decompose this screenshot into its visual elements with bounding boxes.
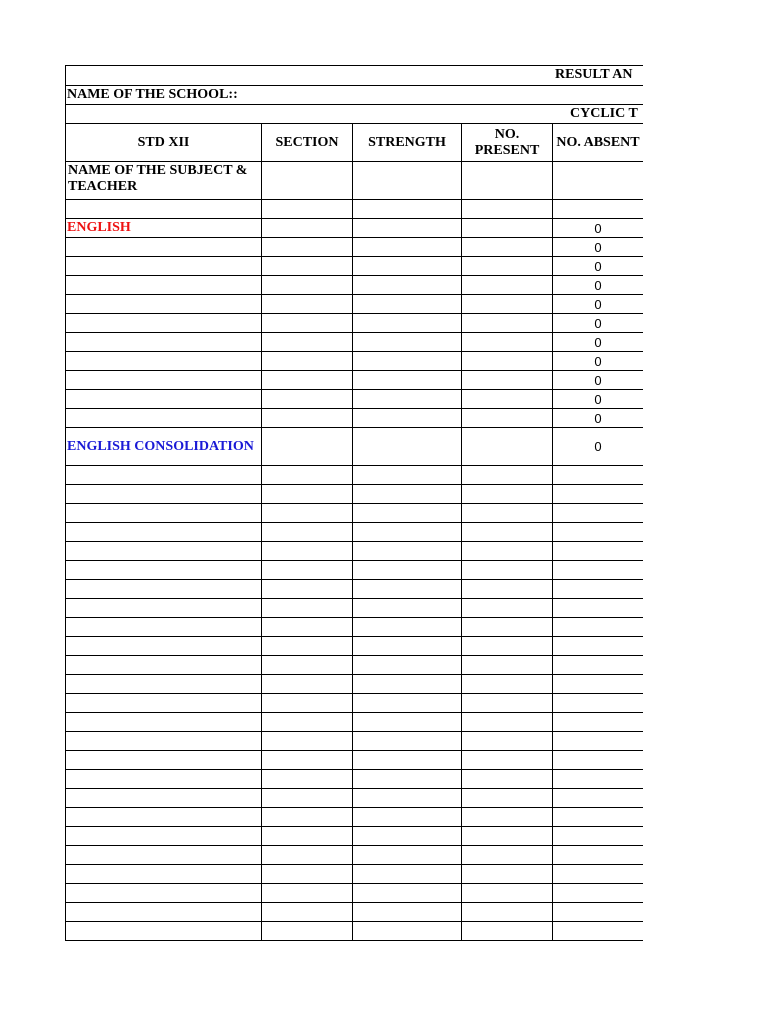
cell[interactable] xyxy=(353,827,462,845)
cell[interactable] xyxy=(462,561,553,579)
cell[interactable] xyxy=(353,200,462,218)
cell[interactable] xyxy=(262,162,353,199)
cell[interactable] xyxy=(262,694,353,712)
cell[interactable] xyxy=(262,523,353,541)
cell[interactable] xyxy=(553,865,643,883)
cell[interactable] xyxy=(262,599,353,617)
table-row xyxy=(65,712,643,731)
cell[interactable] xyxy=(462,827,553,845)
cell[interactable] xyxy=(262,580,353,598)
cell[interactable] xyxy=(66,504,262,522)
cell[interactable] xyxy=(353,276,462,294)
table-row xyxy=(65,617,643,636)
cell[interactable] xyxy=(262,808,353,826)
cell[interactable] xyxy=(66,675,262,693)
table-row xyxy=(65,788,643,807)
subject-teacher-row xyxy=(65,161,643,199)
table-row xyxy=(65,693,643,712)
table-row xyxy=(65,465,643,484)
cell[interactable] xyxy=(553,884,643,902)
header-no-absent: NO. ABSENT xyxy=(556,134,640,150)
english-consolidation-row xyxy=(65,427,643,465)
cell[interactable] xyxy=(553,637,643,655)
cell[interactable] xyxy=(66,713,262,731)
table-row xyxy=(65,313,643,332)
cell[interactable] xyxy=(553,922,643,940)
cell[interactable] xyxy=(66,390,262,408)
cell[interactable] xyxy=(353,618,462,636)
cell[interactable] xyxy=(462,618,553,636)
cell[interactable] xyxy=(553,846,643,864)
cell[interactable] xyxy=(462,409,553,427)
cell[interactable] xyxy=(262,618,353,636)
cell[interactable] xyxy=(262,865,353,883)
cell[interactable] xyxy=(262,314,353,332)
cell[interactable] xyxy=(553,200,643,218)
cell[interactable] xyxy=(353,846,462,864)
cell[interactable] xyxy=(66,466,262,484)
table-row xyxy=(65,902,643,921)
school-name-label: NAME OF THE SCHOOL:: xyxy=(67,87,238,102)
cell[interactable] xyxy=(353,884,462,902)
cell[interactable] xyxy=(66,238,262,256)
cell[interactable] xyxy=(262,257,353,275)
table-row xyxy=(65,883,643,902)
cell[interactable] xyxy=(462,789,553,807)
table-row xyxy=(65,921,643,941)
cell[interactable] xyxy=(553,162,643,199)
cell[interactable] xyxy=(66,295,262,313)
cell[interactable] xyxy=(553,751,643,769)
cell[interactable] xyxy=(262,789,353,807)
cell[interactable] xyxy=(462,732,553,750)
absent-count[interactable]: 0 xyxy=(594,439,602,454)
cell[interactable] xyxy=(553,523,643,541)
cell[interactable] xyxy=(353,713,462,731)
cell[interactable] xyxy=(353,466,462,484)
cell[interactable] xyxy=(353,390,462,408)
cell[interactable] xyxy=(262,732,353,750)
table-row xyxy=(65,826,643,845)
table-row xyxy=(65,218,643,237)
cell[interactable] xyxy=(462,466,553,484)
cell[interactable] xyxy=(553,656,643,674)
subject-teacher-label: NAME OF THE SUBJECT & TEACHER xyxy=(66,162,262,199)
cell[interactable] xyxy=(262,884,353,902)
cell[interactable] xyxy=(462,333,553,351)
cell[interactable] xyxy=(553,485,643,503)
exam-title: CYCLIC T xyxy=(570,106,638,121)
cell[interactable] xyxy=(66,618,262,636)
cell[interactable] xyxy=(353,485,462,503)
absent-count[interactable]: 0 xyxy=(594,334,602,350)
cell[interactable] xyxy=(553,827,643,845)
cell[interactable] xyxy=(353,808,462,826)
cell[interactable] xyxy=(66,276,262,294)
cell[interactable] xyxy=(462,219,553,237)
cell[interactable] xyxy=(462,428,553,465)
cell[interactable] xyxy=(66,865,262,883)
table-row xyxy=(65,655,643,674)
cell[interactable] xyxy=(66,789,262,807)
cell[interactable] xyxy=(462,523,553,541)
cell[interactable] xyxy=(262,352,353,370)
cell[interactable] xyxy=(353,732,462,750)
column-header-row xyxy=(65,123,643,161)
sheet-title: RESULT AN xyxy=(555,67,633,82)
header-no-present: NO. PRESENT xyxy=(462,124,553,161)
cell[interactable] xyxy=(353,333,462,351)
cell[interactable] xyxy=(353,428,462,465)
table-row xyxy=(65,389,643,408)
cell[interactable] xyxy=(553,694,643,712)
cell[interactable] xyxy=(462,542,553,560)
cell[interactable] xyxy=(462,865,553,883)
cell[interactable] xyxy=(353,409,462,427)
cell[interactable] xyxy=(462,713,553,731)
cell[interactable] xyxy=(353,542,462,560)
cell[interactable] xyxy=(353,352,462,370)
cell[interactable] xyxy=(262,238,353,256)
cell[interactable] xyxy=(66,884,262,902)
absent-count[interactable]: 0 xyxy=(594,258,602,274)
cell[interactable] xyxy=(66,827,262,845)
absent-count[interactable]: 0 xyxy=(594,296,602,312)
header-strength: STRENGTH xyxy=(353,124,462,161)
cell[interactable] xyxy=(66,314,262,332)
cell[interactable] xyxy=(353,561,462,579)
empty-rows xyxy=(65,465,643,941)
table-row xyxy=(65,522,643,541)
absent-count[interactable]: 0 xyxy=(594,315,602,331)
table-row xyxy=(65,864,643,883)
cell[interactable] xyxy=(353,789,462,807)
cell[interactable] xyxy=(553,732,643,750)
cell[interactable] xyxy=(66,333,262,351)
cell[interactable] xyxy=(462,371,553,389)
table-row xyxy=(65,294,643,313)
cell[interactable] xyxy=(353,219,462,237)
cell[interactable] xyxy=(553,466,643,484)
english-label: ENGLISH xyxy=(66,219,262,237)
cell[interactable] xyxy=(66,200,262,218)
cell[interactable] xyxy=(553,561,643,579)
cell[interactable] xyxy=(262,827,353,845)
table-row xyxy=(65,845,643,864)
english-consolidation-label: ENGLISH CONSOLIDATION xyxy=(66,428,262,465)
cell[interactable] xyxy=(353,314,462,332)
cell[interactable] xyxy=(553,675,643,693)
cell[interactable] xyxy=(462,884,553,902)
cell[interactable] xyxy=(462,504,553,522)
cell[interactable] xyxy=(262,333,353,351)
cell[interactable] xyxy=(462,580,553,598)
cell[interactable] xyxy=(353,371,462,389)
table-row xyxy=(65,332,643,351)
cell[interactable] xyxy=(66,371,262,389)
cell[interactable] xyxy=(262,770,353,788)
table-row xyxy=(65,541,643,560)
cell[interactable] xyxy=(553,580,643,598)
cell[interactable] xyxy=(553,808,643,826)
title-row xyxy=(65,65,643,85)
cell[interactable] xyxy=(462,314,553,332)
cell[interactable] xyxy=(553,599,643,617)
cell[interactable] xyxy=(462,276,553,294)
table-row xyxy=(65,484,643,503)
cell[interactable] xyxy=(66,808,262,826)
table-row xyxy=(65,579,643,598)
cell[interactable] xyxy=(262,713,353,731)
cell[interactable] xyxy=(262,903,353,921)
cell[interactable] xyxy=(553,713,643,731)
cell[interactable] xyxy=(462,162,553,199)
absent-count[interactable]: 0 xyxy=(594,277,602,293)
cell[interactable] xyxy=(462,808,553,826)
cell[interactable] xyxy=(66,485,262,503)
cell[interactable] xyxy=(353,656,462,674)
cell[interactable] xyxy=(462,675,553,693)
cell[interactable] xyxy=(553,903,643,921)
cell[interactable] xyxy=(262,542,353,560)
cell[interactable] xyxy=(353,504,462,522)
cell[interactable] xyxy=(262,295,353,313)
cell[interactable] xyxy=(66,580,262,598)
cell[interactable] xyxy=(66,732,262,750)
cell[interactable] xyxy=(353,257,462,275)
cell[interactable] xyxy=(262,922,353,940)
cell[interactable] xyxy=(353,162,462,199)
table-row xyxy=(65,807,643,826)
result-analysis-sheet xyxy=(65,65,643,941)
cell[interactable] xyxy=(262,504,353,522)
cell[interactable] xyxy=(66,352,262,370)
cell[interactable] xyxy=(353,865,462,883)
cell[interactable] xyxy=(553,789,643,807)
cell[interactable] xyxy=(262,846,353,864)
cell[interactable] xyxy=(462,599,553,617)
absent-count[interactable]: 0 xyxy=(594,239,602,255)
header-std: STD XII xyxy=(66,124,262,161)
cell[interactable] xyxy=(66,637,262,655)
cell[interactable] xyxy=(553,542,643,560)
cell[interactable] xyxy=(66,922,262,940)
table-row xyxy=(65,370,643,389)
cell[interactable] xyxy=(66,770,262,788)
table-row xyxy=(65,199,643,218)
table-row xyxy=(65,503,643,522)
cell[interactable] xyxy=(462,485,553,503)
cell[interactable] xyxy=(353,523,462,541)
cell[interactable] xyxy=(462,694,553,712)
cell[interactable] xyxy=(462,770,553,788)
cell[interactable] xyxy=(353,903,462,921)
cell[interactable] xyxy=(262,390,353,408)
cell[interactable] xyxy=(66,846,262,864)
cell[interactable] xyxy=(262,276,353,294)
cell[interactable] xyxy=(66,694,262,712)
cell[interactable] xyxy=(462,903,553,921)
header-section: SECTION xyxy=(262,124,353,161)
cell[interactable] xyxy=(262,561,353,579)
cell[interactable] xyxy=(262,219,353,237)
exam-row xyxy=(65,104,643,123)
cell[interactable] xyxy=(553,770,643,788)
cell[interactable] xyxy=(353,694,462,712)
cell[interactable] xyxy=(262,637,353,655)
table-row xyxy=(65,408,643,427)
cell[interactable] xyxy=(262,656,353,674)
cell[interactable] xyxy=(462,922,553,940)
cell[interactable] xyxy=(553,504,643,522)
cell[interactable] xyxy=(353,675,462,693)
cell[interactable] xyxy=(66,257,262,275)
cell[interactable] xyxy=(462,656,553,674)
table-row xyxy=(65,769,643,788)
cell[interactable] xyxy=(353,238,462,256)
table-row xyxy=(65,256,643,275)
cell[interactable] xyxy=(462,200,553,218)
absent-count[interactable]: 0 xyxy=(594,391,602,407)
cell[interactable] xyxy=(553,618,643,636)
cell[interactable] xyxy=(262,371,353,389)
table-row xyxy=(65,731,643,750)
english-rows xyxy=(65,218,643,427)
cell[interactable] xyxy=(262,200,353,218)
cell[interactable] xyxy=(353,599,462,617)
cell[interactable] xyxy=(462,390,553,408)
cell[interactable] xyxy=(462,637,553,655)
cell[interactable] xyxy=(262,675,353,693)
absent-count[interactable]: 0 xyxy=(594,353,602,369)
cell[interactable] xyxy=(462,751,553,769)
cell[interactable] xyxy=(66,751,262,769)
cell[interactable] xyxy=(462,352,553,370)
cell[interactable] xyxy=(262,409,353,427)
cell[interactable] xyxy=(66,599,262,617)
cell[interactable] xyxy=(353,751,462,769)
cell[interactable] xyxy=(262,466,353,484)
cell[interactable] xyxy=(66,409,262,427)
table-row xyxy=(65,674,643,693)
school-row xyxy=(65,85,643,104)
cell[interactable] xyxy=(462,238,553,256)
cell[interactable] xyxy=(262,485,353,503)
cell[interactable] xyxy=(353,295,462,313)
cell[interactable] xyxy=(353,770,462,788)
cell[interactable] xyxy=(462,257,553,275)
table-row xyxy=(65,750,643,769)
cell[interactable] xyxy=(353,922,462,940)
table-row xyxy=(65,598,643,617)
table-row xyxy=(65,560,643,579)
cell[interactable] xyxy=(262,751,353,769)
absent-count[interactable]: 0 xyxy=(594,372,602,388)
cell[interactable] xyxy=(462,295,553,313)
table-row xyxy=(65,636,643,655)
cell[interactable] xyxy=(262,428,353,465)
cell[interactable] xyxy=(66,656,262,674)
cell[interactable] xyxy=(462,846,553,864)
absent-count[interactable]: 0 xyxy=(594,410,602,426)
cell[interactable] xyxy=(66,523,262,541)
cell[interactable] xyxy=(66,561,262,579)
cell[interactable] xyxy=(353,580,462,598)
cell[interactable] xyxy=(353,637,462,655)
cell[interactable] xyxy=(66,903,262,921)
absent-count[interactable]: 0 xyxy=(594,220,602,236)
table-row xyxy=(65,275,643,294)
table-row xyxy=(65,351,643,370)
table-row xyxy=(65,237,643,256)
cell[interactable] xyxy=(66,542,262,560)
